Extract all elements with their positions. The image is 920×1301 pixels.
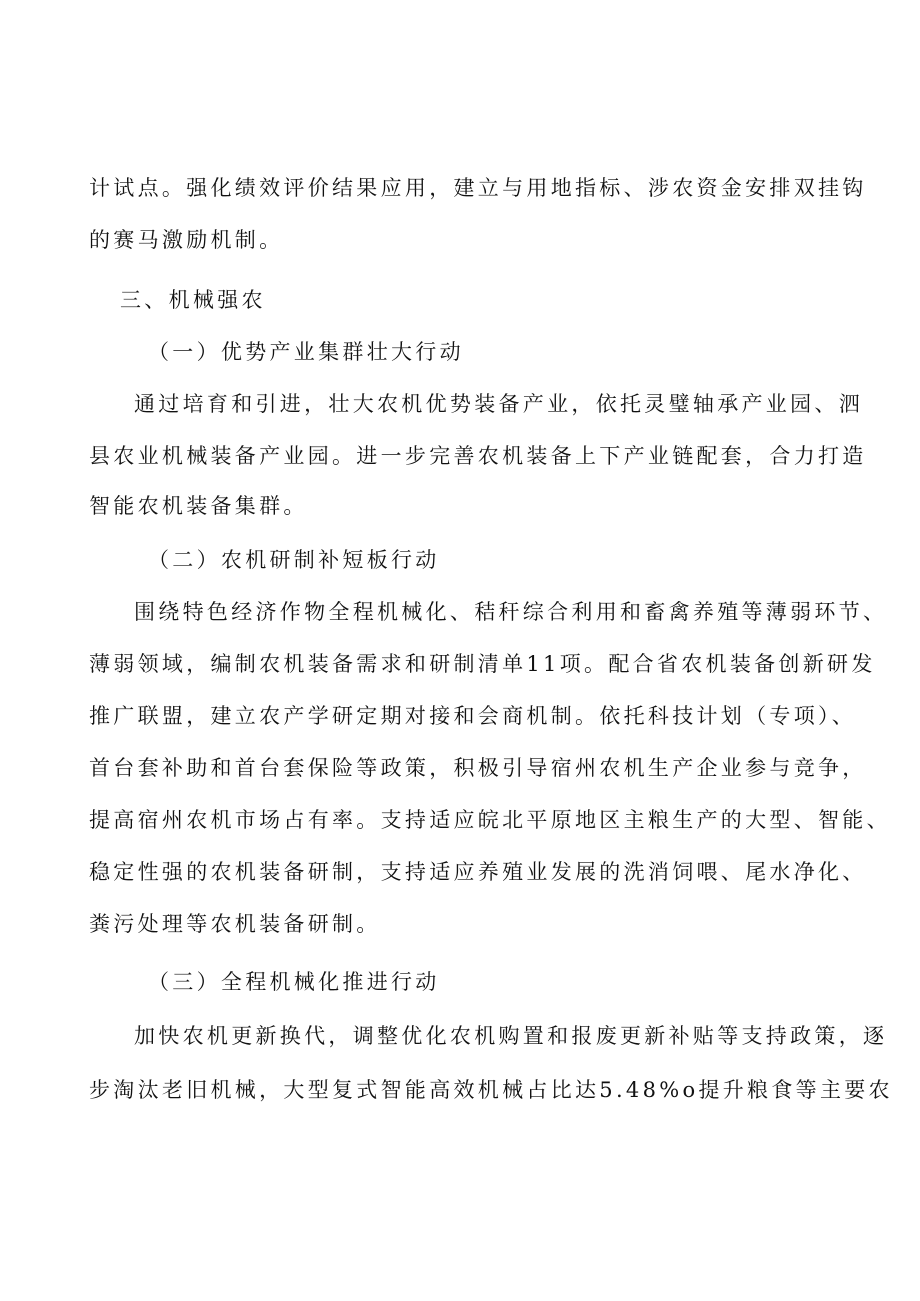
paragraph-2-line-3: 智能农机装备集群。 <box>89 494 308 518</box>
paragraph-3-line-7: 粪污处理等农机装备研制。 <box>89 912 381 936</box>
paragraph-4-line-2: 步淘汰老旧机械，大型复式智能高效机械占比达5.48%o提升粮食等主要农 <box>89 1078 893 1102</box>
paragraph-3-line-6: 稳定性强的农机装备研制，支持适应养殖业发展的洗消饲喂、尾水净化、 <box>89 860 867 884</box>
subsection-heading-1: （一）优势产业集群壮大行动 <box>148 340 464 364</box>
paragraph-3-line-5: 提高宿州农机市场占有率。支持适应皖北平原地区主粮生产的大型、智能、 <box>89 808 891 832</box>
paragraph-3-line-3: 推广联盟，建立农产学研定期对接和会商机制。依托科技计划（专项）、 <box>89 704 857 728</box>
paragraph-1-line-2: 的赛马激励机制。 <box>89 228 284 252</box>
paragraph-3-line-4: 首台套补助和首台套保险等政策，积极引导宿州农机生产企业参与竞争， <box>89 756 867 780</box>
paragraph-3-line-2: 薄弱领域，编制农机装备需求和研制清单11项。配合省农机装备创新研发 <box>89 652 876 676</box>
subsection-heading-2: （二）农机研制补短板行动 <box>148 548 440 572</box>
subsection-heading-3: （三）全程机械化推进行动 <box>148 970 440 994</box>
paragraph-4-line-1: 加快农机更新换代，调整优化农机购置和报废更新补贴等支持政策，逐 <box>134 1024 888 1048</box>
paragraph-3-line-1: 围绕特色经济作物全程机械化、秸秆综合利用和畜禽养殖等薄弱环节、 <box>134 600 888 624</box>
paragraph-2-line-1: 通过培育和引进，壮大农机优势装备产业，依托灵璧轴承产业园、泗 <box>134 392 863 416</box>
paragraph-1-line-1: 计试点。强化绩效评价结果应用，建立与用地指标、涉农资金安排双挂钩 <box>89 176 867 200</box>
section-heading-3: 三、机械强农 <box>120 288 266 312</box>
paragraph-2-line-2: 县农业机械装备产业园。进一步完善农机装备上下产业链配套，合力打造 <box>89 444 867 468</box>
